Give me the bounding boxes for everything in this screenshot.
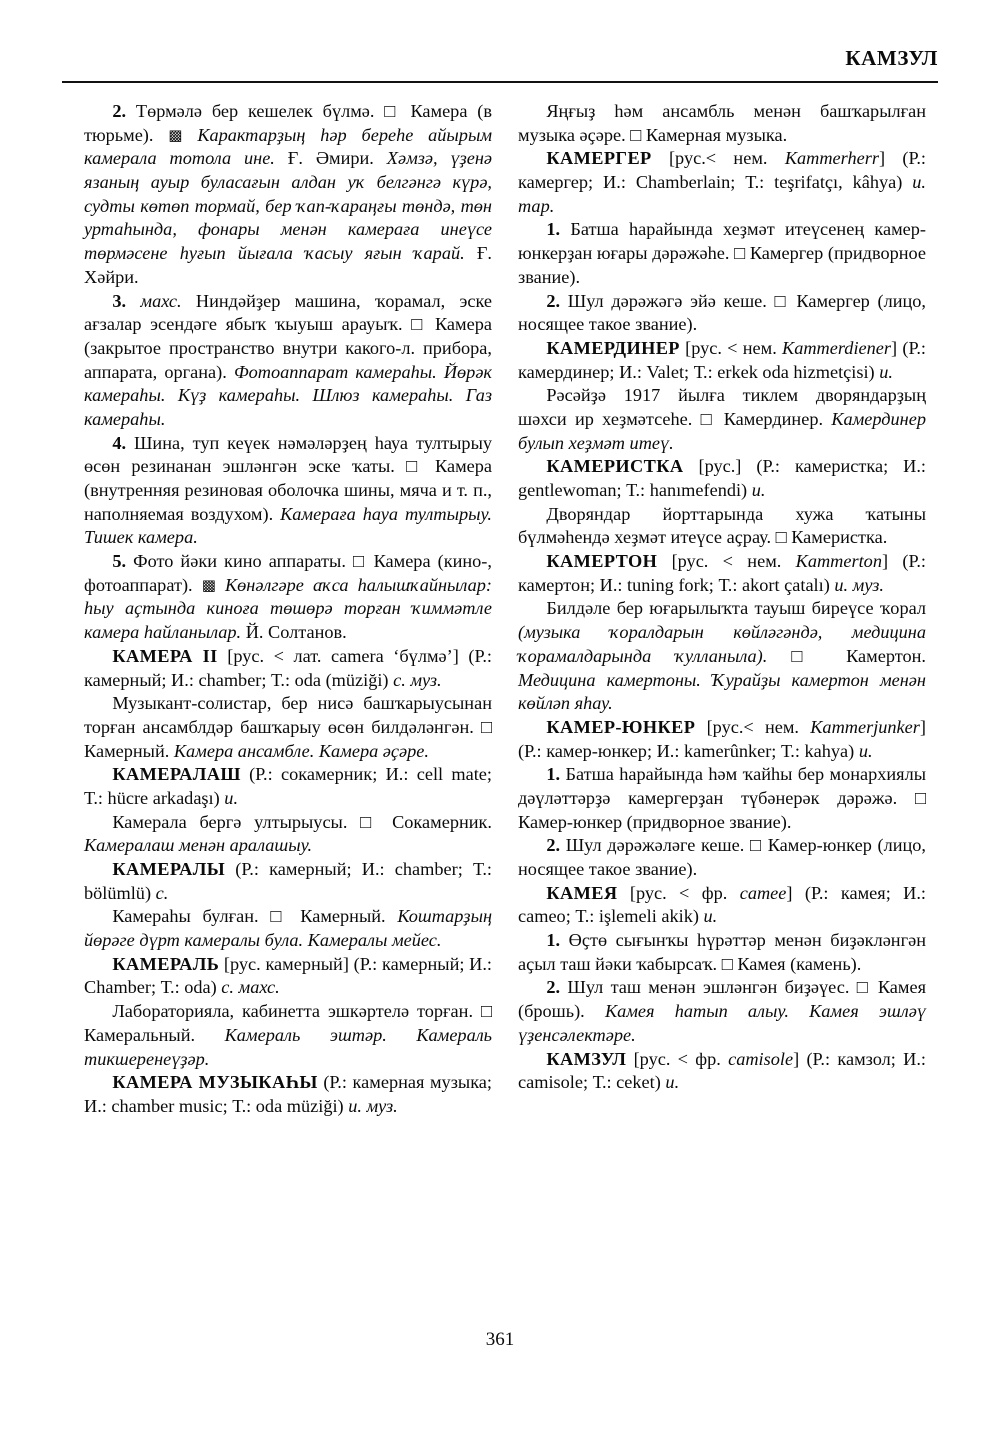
definition: Дворяндар йорттарында хужа ҡатыны бүлмәһендә хеҙмәт итеүсе аҫрау. [518, 503, 926, 548]
sense-block [518, 290, 926, 337]
sense-translation: Камер-юнкер (лицо, носящее такое звание). [518, 835, 926, 879]
etymology-source-word: Kammerjunker [810, 716, 920, 737]
header-rule [62, 81, 938, 83]
sense-text: Батша һарайында һәм ҡайһы бер монархиялы дәүләттәрҙә камергерҙан түбәнерәк дәрәжә. [518, 764, 926, 808]
translation-marker-icon [411, 314, 426, 334]
headword: КАМЕРА II [112, 645, 218, 666]
etymology-source-word: Kammerdiener [782, 337, 892, 358]
sense-block [518, 218, 926, 289]
headword: КАМЗУЛ [546, 1048, 627, 1069]
definition-block [84, 1000, 492, 1071]
page-number: 361 [485, 1329, 515, 1350]
sense-examples: Фотоаппарат камераһы. Йөрәк камераһы. Күҙ камераһы. Шлюз камераһы. Газ камераһы. [84, 361, 492, 429]
sense-text: Ниндәйҙер машина, ҡорамал, эске ағзалар эсендәге ябыҡ ҡыуыш арауыҡ. [84, 290, 492, 335]
definition: Яңғыҙ һәм ансамбль менән башҡарылған музыка әҫәре. [518, 101, 926, 145]
translation-marker-icon [775, 291, 789, 311]
grammar-label: и. [858, 740, 873, 761]
right-column [518, 100, 926, 1300]
sense-translation: Камея (камень). [737, 953, 862, 974]
grammar-label: с. [155, 882, 169, 903]
equivalents: (Р.: камзол; И.: camisole; Т.: ceket) [518, 1048, 926, 1093]
sense-number: 2. [112, 101, 127, 121]
sense-text: Шул дәрәжәгә эйә кеше. [567, 290, 767, 311]
translation-marker-icon [481, 1001, 492, 1021]
translation-marker-icon [360, 812, 379, 832]
citation-source: Ғ. Әмири. [287, 148, 374, 169]
usage-label: муз. [410, 669, 442, 690]
definition-block [518, 597, 926, 715]
definition-block [518, 384, 926, 455]
definition-block [84, 692, 492, 763]
usage-label: махс. [140, 290, 182, 311]
sense-translation: Камера (в тюрьме). [84, 101, 492, 145]
definition-block [84, 811, 492, 858]
definition: Рәсәйҙә 1917 йылға тиклем дворяндарҙың шәхси ир хеҙмәтсеһе. [518, 385, 926, 429]
etymology: [рус. < нем. Kammerdiener] [685, 337, 898, 358]
grammar-label: и. [224, 787, 239, 808]
headword: КАМЕРТОН [546, 551, 658, 572]
sense-translation: Камер-юнкер (придворное звание). [518, 811, 792, 832]
sense-examples: Камераға һауа тултырыу. Тишек камера. [84, 503, 493, 548]
citation-source: Й. Солтанов. [245, 622, 347, 643]
dictionary-entry [84, 1071, 492, 1118]
etymology: [рус.< нем. Kammerjunker] [706, 716, 926, 737]
dictionary-entry [84, 858, 492, 905]
translation-marker-icon [701, 409, 716, 429]
sense-text: Шул таш менән эшләнгән биҙәүес. [567, 977, 850, 998]
sense-number: 1. [546, 764, 561, 785]
translation-marker-icon [406, 456, 424, 476]
headword: КАМЕЯ [546, 882, 618, 903]
translation-marker-icon [750, 835, 762, 855]
citation-marker-icon [202, 575, 216, 595]
translation: Камердинер. [723, 408, 824, 429]
citation-text: Карактарҙың һәр береһе айырым камерала тотола ине. [84, 124, 492, 169]
headword: КАМЕРАЛЬ [112, 953, 220, 974]
examples: Камердинер булып хеҙмәт итеү. [518, 408, 926, 453]
dictionary-entry [84, 645, 492, 692]
translation-marker-icon [734, 243, 745, 263]
equivalents: (Р.: камергер; И.: Chamberlain; Т.: teşrifatçı, kâhya) [518, 148, 926, 193]
equivalents: (Р.: камерный; И.: Chamber; Т.: oda) [84, 953, 492, 998]
grammar-label: и. [665, 1072, 680, 1093]
dictionary-entry [518, 147, 926, 218]
sense-text: Шина, туп кеүек нәмәләрҙең һауа тултырыу өсөн резинанан эшләнгән эске ҡаты. [84, 432, 492, 477]
etymology-source-word: Kammerherr [784, 148, 879, 169]
examples: Коштарҙың йөрәге дүрт камералы була. Камералы мейес. [84, 906, 493, 951]
translation-marker-icon [270, 906, 288, 926]
sense-translation: Камея (брошь). [518, 977, 927, 1022]
page-columns [84, 100, 930, 1300]
definition-block [518, 100, 926, 147]
etymology-source-word: camee [739, 882, 787, 903]
sense-text: Шул дәрәжәләге кеше. [565, 835, 745, 856]
translation: Камертон. [846, 645, 926, 666]
headword: КАМЕРИСТКА [546, 456, 684, 477]
grammar-label: с. [393, 669, 406, 690]
sense-translation: Камера (закрытое пространство внутри какого-л. прибора, аппарата, органа). [84, 314, 492, 382]
sense-text: Өҫтө сығынҡы һүрәттәр менән биҙәкләнгән аҫыл таш йәки ҡабырсаҡ. [518, 930, 926, 974]
grammar-label: и. тар. [518, 172, 926, 216]
sense-block [518, 929, 926, 976]
examples: Камея һатып алыу. Камея эшләү үҙенсәлектәре. [518, 1001, 926, 1045]
citation-source: Ғ. Хәйри. [84, 243, 492, 287]
citation-text: Көнәлгәре аҡса һалышҡайнылар: һыу аҫтында киноға төшөрә торған ҡиммәтле камера һайланылар. [84, 574, 492, 643]
dictionary-entry [518, 337, 926, 384]
sense-block [518, 834, 926, 881]
definition: Лабораторияла, кабинетта эшкәртелә торған. [112, 1001, 474, 1022]
grammar-label: с. махс. [221, 977, 280, 998]
translation: Камеристка. [791, 527, 888, 548]
dictionary-entry [84, 763, 492, 810]
etymology: [рус.] [698, 456, 742, 477]
sense-number: 1. [546, 219, 561, 240]
etymology: [рус.< нем. Kammerherr] [668, 148, 886, 169]
examples: Камералаш менән аралашыу. [84, 835, 313, 856]
definition: Билдәле бер юғарылыҡта тауыш биреүсе ҡорал [546, 598, 926, 619]
definition: Камераһы булған. [112, 906, 259, 927]
sense-block [518, 976, 926, 1047]
grammar-label: и. [703, 906, 718, 927]
definition: Камерала бергә ултырыусы. [112, 811, 348, 832]
dictionary-entry [518, 882, 926, 929]
headword: КАМЕРГЕР [546, 148, 652, 169]
sense-number: 1. [546, 930, 561, 951]
dictionary-entry [518, 1048, 926, 1095]
translation: Камерный. [84, 740, 170, 761]
grammar-label: и. [348, 1095, 362, 1116]
equivalents: (Р.: камерный; И.: chamber; Т.: bölümlü) [84, 859, 492, 903]
examples: Медицина камертоны. Ҡурайҙы камертон менән көйләп яһау. [518, 669, 926, 714]
equivalents: (Р.: камея; И.: cameo; Т.: işlemeli akik) [518, 882, 927, 927]
headword: КАМЕРА МУЗЫКАҺЫ [112, 1072, 318, 1093]
translation-marker-icon [722, 954, 733, 974]
citation-marker-icon [168, 125, 182, 145]
sense-text: Батша һарайында хеҙмәт итеүсенең камер-юнкерҙан юғары дәрәжәһе. [518, 219, 927, 264]
etymology: [рус. < нем. Kammerton] [671, 551, 889, 572]
etymology: [рус. < фр. camee] [629, 882, 793, 903]
translation-marker-icon [915, 788, 926, 808]
sense-block [84, 550, 492, 645]
dictionary-entry [518, 455, 926, 502]
equivalents: (Р.: камерная музыка; И.: chamber music; Т.: oda müziği) [84, 1072, 492, 1116]
sense-number: 3. [112, 290, 127, 311]
dictionary-entry [84, 953, 492, 1000]
definition-block [518, 503, 926, 550]
translation-marker-icon [857, 977, 871, 997]
translation: Камерный. [300, 906, 386, 927]
sense-number: 2. [546, 977, 561, 998]
sense-number: 2. [546, 290, 561, 311]
sense-text: Фото йәки кино аппараты. [133, 551, 346, 572]
sense-translation: Камера (внутренняя резиновая оболочка шины, мяча и т. п., наполняемая воздухом). [84, 456, 493, 524]
translation-marker-icon [630, 125, 641, 145]
sense-block [84, 290, 492, 432]
etymology: [рус. камерный] [223, 953, 349, 974]
sense-block [518, 763, 926, 834]
headword: КАМЕРАЛЫ [112, 859, 226, 879]
translation-marker-icon [384, 101, 400, 121]
citation-text: Хәмзә, үҙенә язаның ауыр буласағын алдан уҡ белгәнгә күрә, судты көтөп тормай, бер ҡап-ҡараңғы төндә, төн уртаһында, фонары менән камераға инеүсе төрмәсене һуғып йығала ҡасыу яғын ҡарай. [84, 148, 493, 264]
running-head [62, 48, 938, 82]
equivalents: (Р.: камердинер; И.: Valet; Т.: erkek oda hizmetçisi) [518, 337, 926, 382]
sense-number: 4. [112, 432, 127, 453]
equivalents: (Р.: камер-юнкер; И.: kamerûnker; Т.: kahya) [518, 740, 855, 761]
headword: КАМЕРДИНЕР [546, 337, 680, 358]
translation-marker-icon [776, 527, 787, 547]
sense-translation: Камергер (придворное звание). [518, 243, 927, 287]
sense-block [84, 432, 492, 550]
examples: Камераль эштәр. Камераль тикшеренеүҙәр. [84, 1024, 493, 1069]
equivalents: (Р.: камертон; И.: tuning fork; Т.: akort çatalı) [518, 551, 926, 595]
grammar-label: и. [879, 361, 893, 382]
left-column [84, 100, 492, 1300]
equivalents: (Р.: камерный; И.: chamber; Т.: oda (müziği) [84, 645, 492, 690]
definition: Музыкант-солистар, бер нисә башҡарыусынан торған ансамблдәр башҡарыу өсөн билдәләнгән. [84, 693, 492, 737]
translation: Камеральный. [84, 1024, 196, 1045]
definition-block [84, 905, 492, 952]
usage-label: муз. [366, 1095, 398, 1116]
etymology-source-word: camisole [728, 1048, 794, 1069]
equivalents: (Р.: камеристка; И.: gentlewoman; Т.: hanımefendi) [518, 456, 926, 500]
grammar-label: и. муз. [834, 574, 884, 595]
sense-number: 5. [112, 551, 127, 572]
running-head-title: КАМЗУЛ [845, 46, 938, 70]
sense-number: 2. [546, 835, 561, 856]
examples: Камера ансамбле. Камера әҫәре. [173, 740, 429, 761]
grammar-label: и. [751, 480, 766, 500]
definition-parenthetical: (музыка ҡоралдарын көйләгәндә, медицина ҡорамалдарында ҡулланыла). [518, 622, 926, 666]
translation-marker-icon [791, 646, 822, 666]
sense-text: Төрмәлә бер кешелек бүлмә. [135, 101, 375, 121]
dictionary-entry [518, 550, 926, 597]
equivalents: (Р.: сокамерник; И.: cell mate; Т.: hücre arkadaşı) [84, 764, 492, 808]
etymology: [рус. < лат. camera ‘бүлмә’] [227, 645, 459, 666]
etymology: [рус. < фр. camisole] [633, 1048, 800, 1069]
headword: КАМЕРАЛАШ [112, 764, 241, 785]
sense-translation: Камера (кино-, фотоаппарат). [84, 551, 492, 595]
translation: Камерная музыка. [645, 124, 788, 145]
translation-marker-icon [353, 551, 367, 571]
sense-block [84, 100, 492, 290]
sense-translation: Камергер (лицо, носящее такое звание). [518, 290, 927, 335]
translation-marker-icon [481, 717, 492, 737]
etymology-source-word: Kammerton [795, 551, 882, 572]
translation: Сокамерник. [392, 811, 492, 832]
dictionary-entry [518, 716, 926, 763]
headword: КАМЕР-ЮНКЕР [546, 716, 696, 737]
